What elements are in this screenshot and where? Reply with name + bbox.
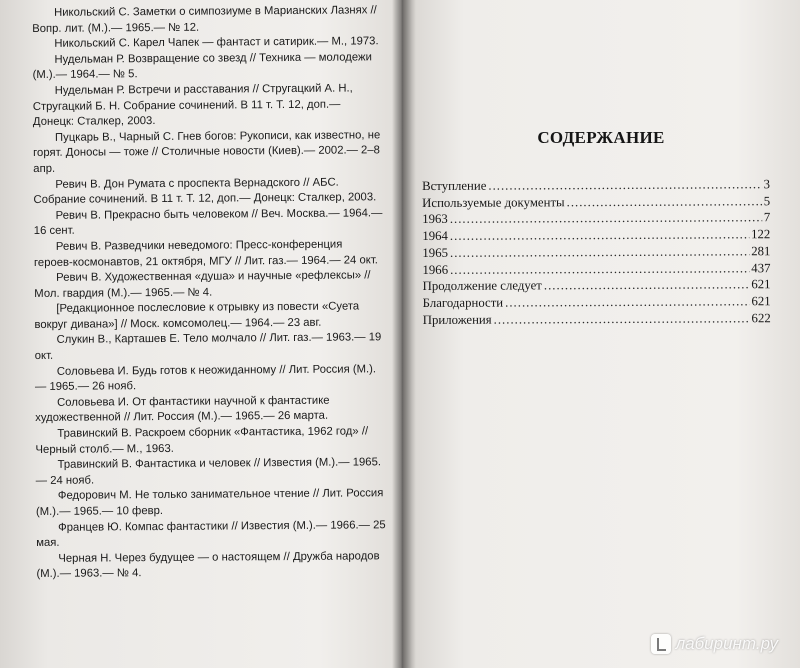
watermark-text: лабиринт.ру <box>675 634 778 653</box>
toc-leader-dots <box>450 243 749 261</box>
toc-entry-label: Вступление <box>422 178 487 193</box>
toc-entry <box>422 243 770 262</box>
toc-leader-dots <box>450 210 762 228</box>
bibliography-list <box>32 3 387 583</box>
toc-entry-page: 3 <box>763 177 771 192</box>
bibliography-entry: Ревич В. Дон Румата с проспекта Вернадского // АБС. Собрание сочинений. В 11 т. Т. 12, доп.— Донецк: Сталкер, 2003. <box>33 176 377 207</box>
bibliography-entry: Нудельман Р. Возвращение со звезд // Техника — молодежи (М.).— 1964.— № 5. <box>32 51 372 82</box>
toc-entry-page: 621 <box>751 294 771 309</box>
toc-entry-label: Благодарности <box>422 295 504 310</box>
toc-entry <box>422 176 770 195</box>
toc-entry <box>423 293 771 312</box>
toc-entry-page: 122 <box>751 227 771 242</box>
right-page <box>402 0 800 668</box>
toc-entry <box>422 226 770 245</box>
bibliography-entry: Травинский В. Раскроем сборник «Фантастика, 1962 год» // Черный столб.— М., 1963. <box>35 425 369 456</box>
toc-entry-page: 622 <box>751 310 771 325</box>
toc-entry-page: 621 <box>751 277 771 292</box>
toc-entry-page: 7 <box>763 210 771 225</box>
table-of-contents <box>422 176 771 328</box>
toc-entry-label: 1966 <box>422 262 449 277</box>
bibliography-entry: Нудельман Р. Встречи и расставания // Стругацкий А. Н., Стругацкий Б. Н. Собрание сочинений. В 11 т. Т. 12, доп.— Донецк: Сталкер, 2003. <box>32 82 353 129</box>
bibliography-entry: Слукин В., Карташев Е. Тело молчало // Лит. газ.— 1963.— 19 окт. <box>34 331 382 363</box>
toc-entry-label: Продолжение следует <box>422 278 542 294</box>
bibliography-entry: Соловьева И. Будь готов к неожиданному // Лит. Россия (М.).— 1965.— 26 нояб. <box>34 362 377 394</box>
toc-entry-page: 437 <box>751 260 771 275</box>
bibliography-entry: Травинский В. Фантастика и человек // Известия (М.).— 1965.— 24 нояб. <box>35 456 382 487</box>
toc-entry <box>423 310 771 329</box>
labirint-logo-icon <box>651 634 671 654</box>
toc-leader-dots <box>488 176 761 194</box>
toc-entry-label: 1964 <box>422 228 448 244</box>
toc-entry-label: Используемые документы <box>422 194 565 210</box>
toc-entry <box>422 210 770 229</box>
bibliography-entry: Никольский С. Заметки о симпозиуме в Марианских Лазнях // Вопр. лит. (М.).— 1965.— № 12. <box>32 4 377 35</box>
toc-leader-dots <box>544 277 750 295</box>
toc-leader-dots <box>450 260 749 278</box>
bibliography-entry: Ревич В. Прекрасно быть человеком // Веч. Москва.— 1964.— 16 сент. <box>33 206 383 238</box>
toc-entry-page: 281 <box>751 243 771 259</box>
bibliography-entry: [Редакционное послесловие к отрывку из повести «Суета вокруг дивана»] // Моск. комсомолец.— 1964.— 23 авг. <box>34 300 360 331</box>
bibliography-entry: Ревич В. Разведчики неведомого: Пресс-конференция героев-космонавтов, 21 октября, МГУ // Лит. газ.— 1964.— 24 окт. <box>33 238 378 269</box>
toc-title: СОДЕРЖАНИЕ <box>537 128 665 147</box>
toc-entry <box>422 260 770 279</box>
toc-entry-label: 1965 <box>422 245 449 260</box>
toc-entry-label: Приложения <box>422 312 492 327</box>
toc-entry-label: 1963 <box>422 212 448 227</box>
bibliography-entry: Федорович М. Не только занимательное чтение // Лит. Россия (М.).— 1965.— 10 февр. <box>35 487 384 518</box>
bibliography-entry: Соловьева И. От фантастики научной к фантастике художественной // Лит. Россия (М.).— 1965.— 26 марта. <box>35 394 330 425</box>
bibliography-entry: Францев Ю. Компас фантастики // Известия (М.).— 1966.— 25 мая. <box>36 518 386 550</box>
labirint-watermark <box>651 634 778 654</box>
bibliography-entry: Черная Н. Через будущее — о настоящем // Дружба народов (М.).— 1963.— № 4. <box>36 550 380 581</box>
toc-leader-dots <box>494 310 750 328</box>
toc-entry <box>423 276 771 295</box>
toc-leader-dots <box>450 226 749 244</box>
bibliography-entry: Ревич В. Художественная «душа» и научные «рефлексы» // Мол. гвардия (М.).— 1965.— № 4. <box>34 269 371 300</box>
toc-leader-dots <box>567 193 762 211</box>
bibliography-entry: Пуцкарь В., Чарный С. Гнев богов: Рукописи, как известно, не горят. Доносы — тоже // Столичные новости (Киев).— 2002.— 2–8 апр. <box>33 129 381 175</box>
bibliography-entry: Никольский С. Карел Чапек — фантаст и сатирик.— М., 1973. <box>54 35 379 51</box>
toc-leader-dots <box>505 293 749 311</box>
toc-entry-page: 5 <box>763 193 771 208</box>
toc-entry <box>422 193 770 212</box>
